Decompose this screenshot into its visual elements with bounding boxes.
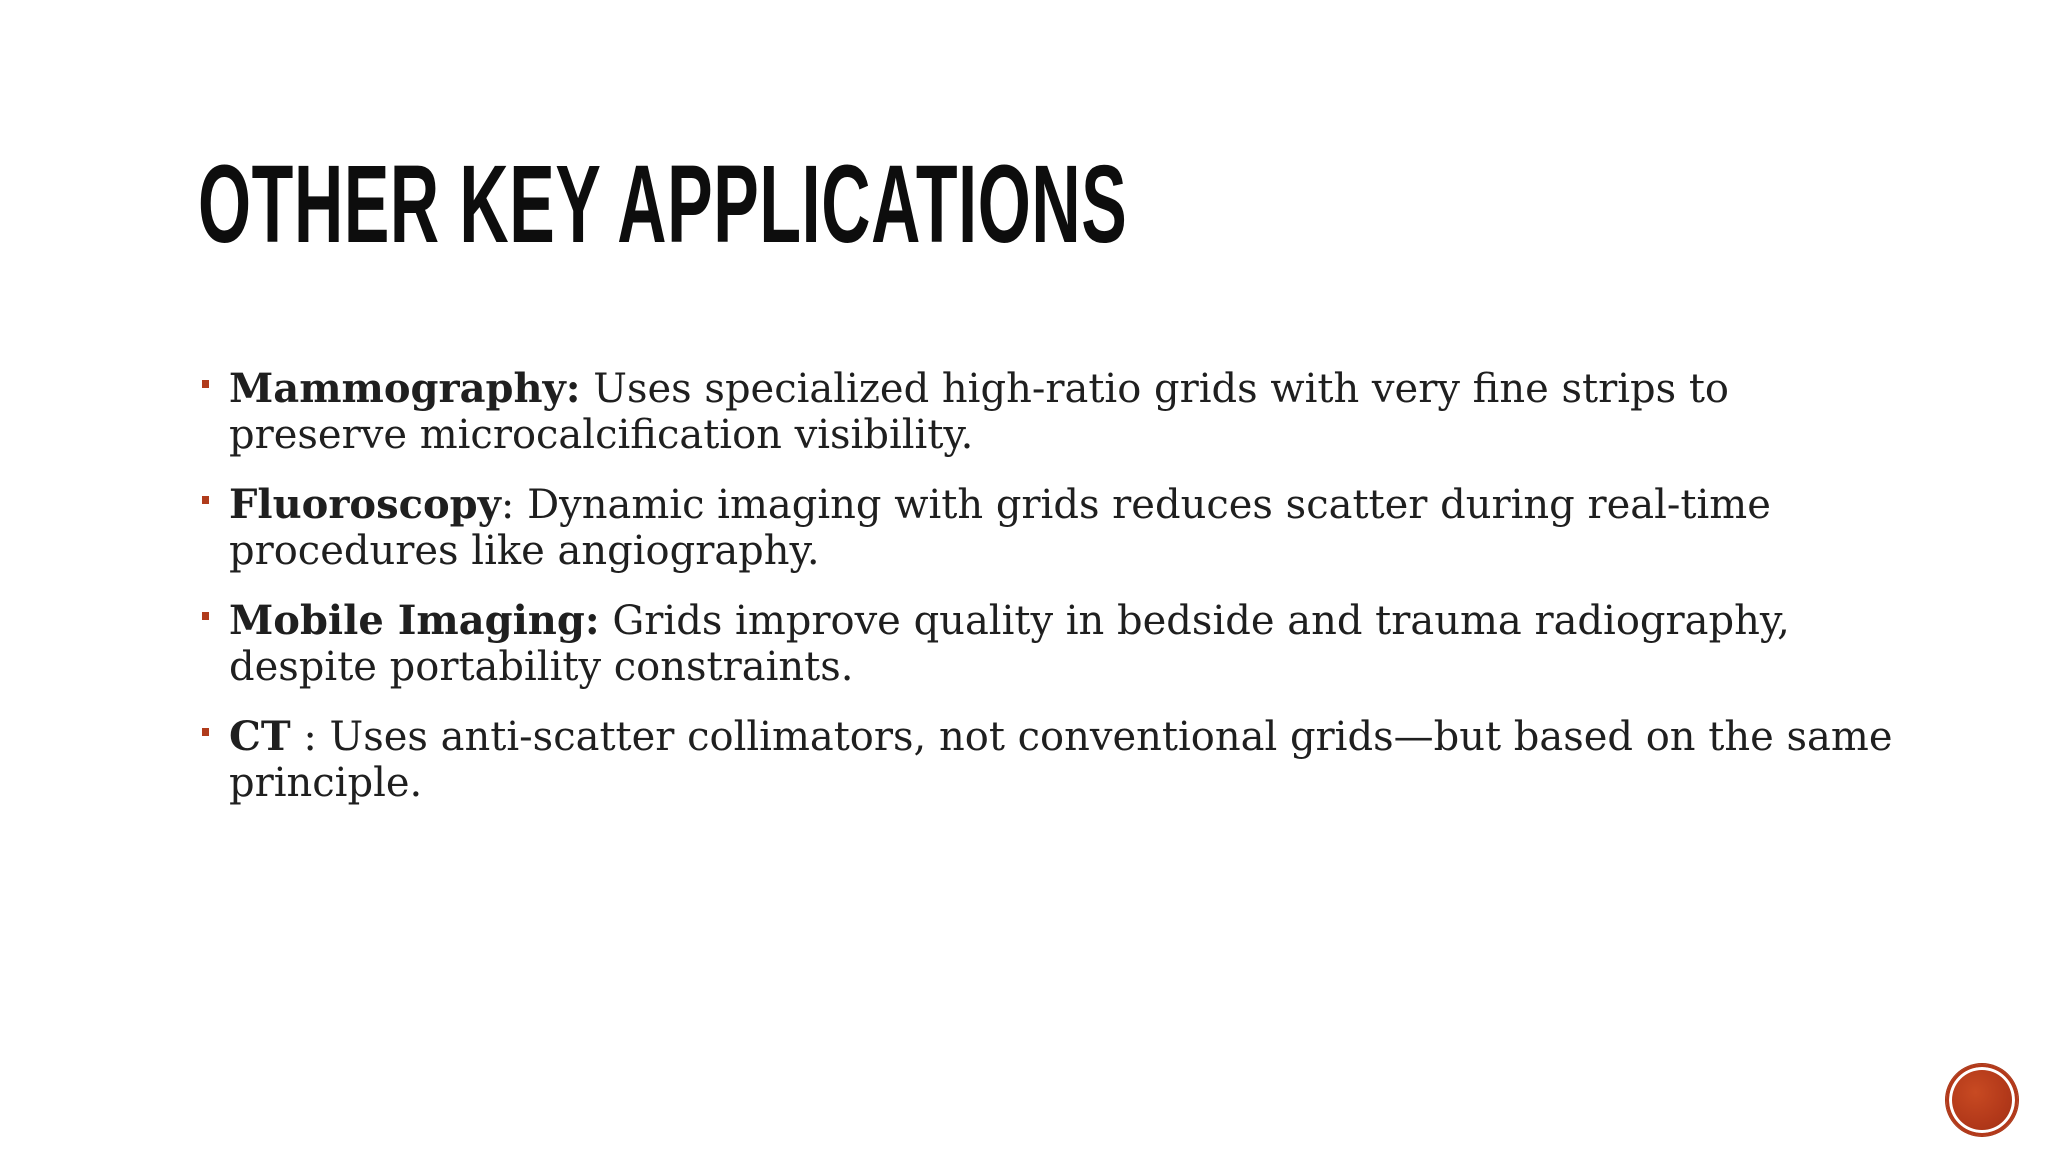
bullet-mammography: [198, 366, 1898, 458]
bullet-text: Grids improve quality in bedside and trauma radiography, despite portability constraints.: [229, 598, 1790, 690]
bullet-text: : Dynamic imaging with grids reduces scatter during real-time procedures like angiography.: [229, 482, 1771, 574]
bullet-term: CT: [229, 713, 291, 760]
decorative-circle-icon: [1946, 1064, 2018, 1136]
square-bullet-icon: [202, 728, 209, 736]
bullet-term: Fluoroscopy: [229, 481, 501, 528]
slide-title: OTHER KEY APPLICATIONS: [198, 143, 1128, 266]
bullet-text: Uses specialized high-ratio grids with very fine strips to preserve microcalcification visibility.: [229, 366, 1729, 458]
bullet-term: Mobile Imaging:: [229, 597, 600, 644]
square-bullet-icon: [202, 380, 209, 388]
square-bullet-icon: [202, 612, 209, 620]
square-bullet-icon: [202, 496, 209, 504]
bullet-mobile-imaging: [198, 598, 1898, 690]
bullet-ct: [198, 714, 1898, 806]
bullet-text: : Uses anti-scatter collimators, not conventional grids—but based on the same principle.: [229, 714, 1893, 806]
bullet-term: Mammography:: [229, 365, 581, 412]
bullet-fluoroscopy: [198, 482, 1898, 574]
bullet-list: [198, 366, 1898, 830]
